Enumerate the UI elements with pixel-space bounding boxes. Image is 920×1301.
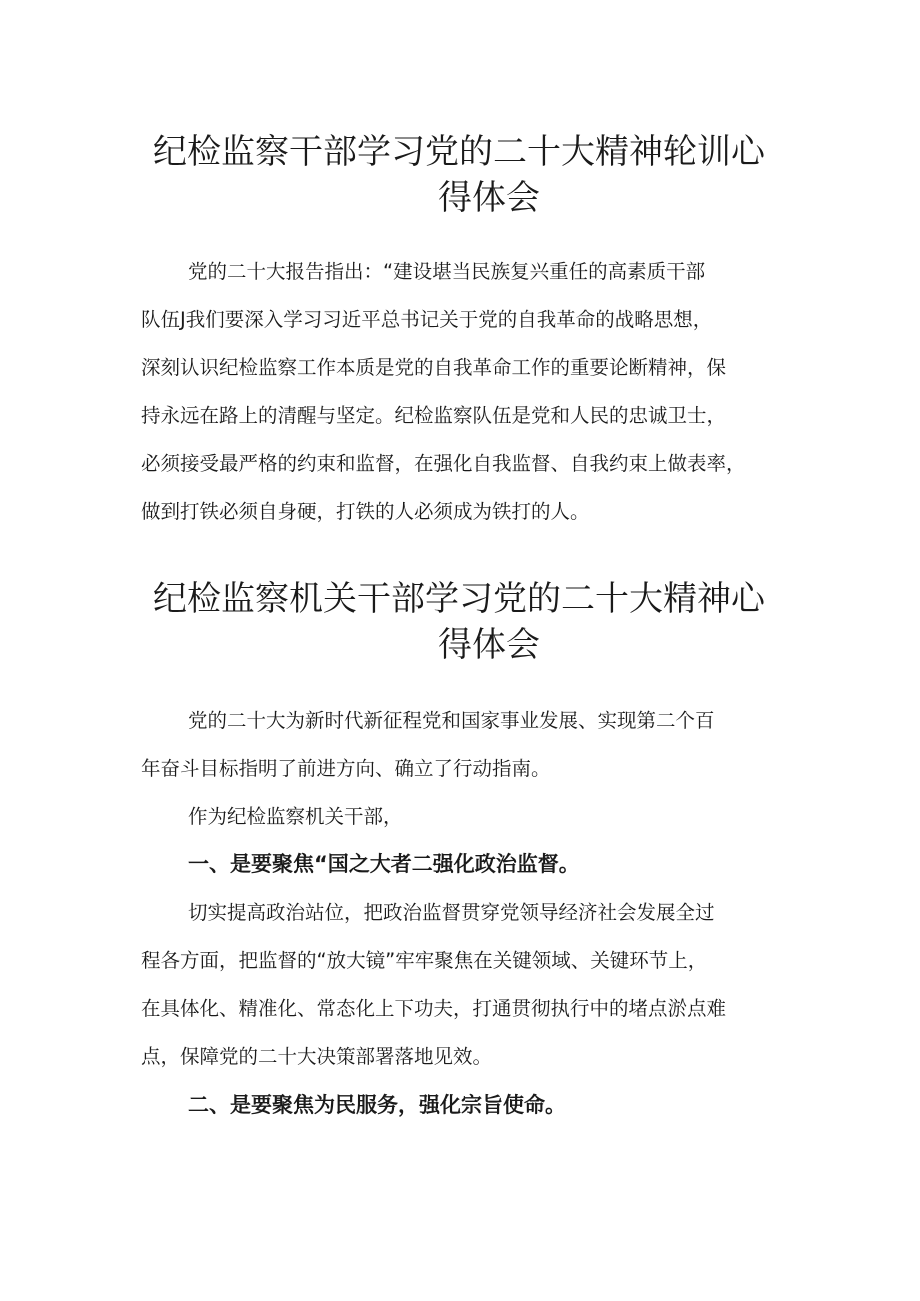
section2-intro-line: 年奋斗目标指明了前进方向、确立了行动指南。 (141, 757, 551, 780)
section1-paragraph-line: 党的二十大报告指出：“建设堪当民族复兴重任的高素质干部 (188, 260, 706, 283)
section2-intro-line: 党的二十大为新时代新征程党和国家事业发展、实现第二个百 (188, 709, 715, 732)
section1-paragraph-line: 队伍J我们要深入学习习近平总书记关于党的自我革命的战略思想， (141, 308, 713, 331)
section2-title-line1: 纪检监察机关干部学习党的二十大精神心 (153, 579, 765, 619)
section2-as-cadre-line: 作为纪检监察机关干部， (188, 805, 403, 828)
section1-paragraph-line: 深刻认识纪检监察工作本质是党的自我革命工作的重要论断精神，保 (141, 356, 727, 379)
section2-title-line2: 得体会 (438, 625, 540, 665)
section2-paragraph-line: 点，保障党的二十大决策部署落地见效。 (141, 1045, 493, 1068)
section2-paragraph-line: 切实提高政治站位，把政治监督贯穿党领导经济社会发展全过 (188, 901, 715, 924)
section2-heading-2: 二、是要聚焦为民服务，强化宗旨使命。 (188, 1093, 566, 1117)
section1-paragraph-line: 必须接受最严格的约束和监督，在强化自我监督、自我约束上做表率， (141, 452, 746, 475)
section2-paragraph-line: 在具体化、精准化、常态化上下功夫，打通贯彻执行中的堵点淤点难 (141, 997, 727, 1020)
section1-paragraph-line: 做到打铁必须自身硬，打铁的人必须成为铁打的人。 (141, 500, 590, 523)
section1-title-line2: 得体会 (438, 178, 540, 218)
section2-heading-1: 一、是要聚焦“国之大者二强化政治监督。 (188, 852, 580, 876)
section1-paragraph-line: 持永远在路上的清醒与坚定。纪检监察队伍是党和人民的忠诚卫士， (141, 404, 727, 427)
section1-title-line1: 纪检监察干部学习党的二十大精神轮训心 (153, 132, 765, 172)
section2-paragraph-line: 程各方面，把监督的“放大镜”牢牢聚焦在关键领域、关键环节上， (141, 949, 708, 972)
